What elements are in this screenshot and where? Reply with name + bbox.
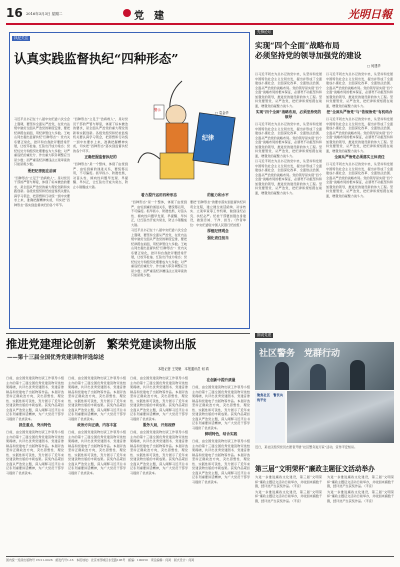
bottom-column-2: [68, 376, 126, 552]
article-column-1: [14, 117, 70, 325]
bottom-subhead-3: 服务大局，开拓视野: [142, 423, 176, 427]
bottom-col-3-text: 日前，由全国党建读物出版工作领导小组主办的第十三届全国优秀党建读物评选结果揭晓，共评出优秀党建图书、党建音像制品和党建电子出版物等作品。本届评选坚持正确政治方向，突出思想性、理论性、实践性和可读性，充分展示了近年来党建读物出版的丰硕成果。获奖作品紧扣全面从严治党主题，深入阐释习近平总书记系列重要讲话精神，为广大党员干部学习提供了优质读本。: [130, 376, 188, 421]
right-col-2-text-3: 以习近平同志为总书记的党中央，从坚持和发展中国特色社会主义全局出发，提出并形成了全面建成小康社会、全面深化改革、全面依法治国、全面从严治党的战略布局。党的领导是实现“四个全面”战略布局的根本保证，必须毫不动摇坚持和加强党的领导，推进党的建设新的伟大工程。坚持党要管党、从严治党，把纪律和规矩挺在前面，增强党的凝聚力战斗力。: [326, 162, 393, 198]
date-line: 2016年3月3日 星期二: [26, 12, 63, 16]
photo-body-text-2: 为进一步推进廉政文化建设，第三届“文明荣杯”廉政主题征文活动日前举办，共收到来稿数千篇，经评选产生获奖作品。（平宣）: [255, 489, 322, 503]
column-2-text: “四种形态”立足于“治病救人”，是对党员干部的严管与厚爱，体现了标本兼治的要求，是全面从严治党的重大理论创新和实践创新。各级党组织和纪检监察机关要认真学习领会，把思想和行动统一到中央要求上来，准确把握精神实质，切实把“四种形态”落实到监督执纪的各个环节。: [73, 117, 128, 153]
photo-person-3: [350, 360, 365, 390]
photo-caption: 近日，某社区组织党员志愿者开展“社区警务进万家”活动，宣传平安知识。: [255, 445, 358, 449]
right-col-1-text: 以习近平同志为总书记的党中央，从坚持和发展中国特色社会主义全局出发，提出并形成了全面建成小康社会、全面深化改革、全面依法治国、全面从严治党的战略布局。党的领导是实现“四个全面”战略布局的根本保证，必须毫不动摇坚持和加强党的领导，推进党的建设新的伟大工程。坚持党要管党、从严治党，把纪律和规矩挺在前面，增强党的凝聚力战斗力。: [255, 72, 322, 108]
right-article: [255, 30, 395, 329]
photo-person-2: [310, 364, 326, 390]
bottom-col-1-text-2: 日前，由全国党建读物出版工作领导小组主办的第十三届全国优秀党建读物评选结果揭晓，共评出优秀党建图书、党建音像制品和党建电子出版物等作品。本届评选坚持正确政治方向，突出思想性、理论性、实践性和可读性，充分展示了近年来党建读物出版的丰硕成果。获奖作品紧扣全面从严治党主题，深入阐释习近平总书记系列重要讲话精神，为广大党员干部学习提供了优质读本。: [6, 430, 64, 475]
bottom-col-2-text-2: 日前，由全国党建读物出版工作领导小组主办的第十三届全国优秀党建读物评选结果揭晓，共评出优秀党建图书、党建音像制品和党建电子出版物等作品。本届评选坚持正确政治方向，突出思想性、理论性、实践性和可读性，充分展示了近年来党建读物出版的丰硕成果。获奖作品紧扣全面从严治党主题，深入阐释习近平总书记系列重要讲话精神，为广大党员干部学习提供了优质读本。: [68, 430, 126, 475]
photo-section-body-1: [255, 475, 322, 553]
photo-banner-text: 社区警务 党群行动: [259, 349, 341, 359]
subhead-2: 正确把握监督执纪的: [84, 155, 117, 159]
bottom-col-1-text: 日前，由全国党建读物出版工作领导小组主办的第十三届全国优秀党建读物评选结果揭晓，共评出优秀党建图书、党建音像制品和党建电子出版物等作品。本届评选坚持正确政治方向，突出思想性、理论性、实践性和可读性，充分展示了近年来党建读物出版的丰硕成果。获奖作品紧扣全面从严治党主题，深入阐释习近平总书记系列重要讲话精神，为广大党员干部学习提供了优质读本。: [6, 376, 64, 421]
photo-section-body-2: [327, 475, 394, 553]
bottom-subhead-4: 在创新中提升质量: [206, 378, 236, 382]
cartoon-label-discipline: 纪律: [202, 135, 215, 142]
right-col-2-text-2: 以习近平同志为总书记的党中央，从坚持和发展中国特色社会主义全局出发，提出并形成了全面建成小康社会、全面深化改革、全面依法治国、全面从严治党的战略布局。党的领导是实现“四个全面”战略布局的根本保证，必须毫不动摇坚持和加强党的领导，推进党的建设新的伟大工程。坚持党要管党、从严治党，把纪律和规矩挺在前面，增强党的凝聚力战斗力。: [326, 117, 393, 153]
right-article-tag: 先锋论坛: [257, 30, 272, 34]
photo-section: [255, 333, 395, 554]
section-title: 党 建: [134, 11, 164, 22]
subhead-1: 要把纪律挺在前面: [27, 168, 57, 173]
footer-rule: [6, 556, 394, 557]
article-tag: 执纪关注: [14, 36, 29, 40]
page-number: 16: [6, 6, 23, 20]
main-article: [9, 32, 250, 329]
right-article-title-2: 必须坚持党的领导加强党的建设: [255, 51, 362, 60]
bottom-subhead-2: 政治方向正确，内容丰富: [77, 423, 117, 427]
news-photo: [255, 342, 394, 390]
column-3-text: “四种形态”是一个整体，体现了由宽到严、由轻到重的递进关系，要统筹运用，不可偏废。抓早抓小、防微杜渐，对苗头性、倾向性问题早发现、早提醒、早纠正，让红脸出汗成为常态，防止小错酿成大错。: [131, 200, 187, 227]
subhead-4: 的能力和水平: [207, 193, 229, 197]
photo-side-caption-text: 聚焦社区 警民共筑平安: [257, 393, 283, 402]
right-article-byline: □ 何建华: [367, 64, 381, 68]
photo-body-text-3: 为进一步推进廉政文化建设，第三届“文明荣杯”廉政主题征文活动日前举办，共收到来稿数千篇，经评选产生获奖作品。（平宣）: [327, 475, 394, 488]
article-title: 认真实践监督执纪“四种形态”: [14, 51, 179, 66]
photo-section-title: 第三届“文明荣杯”廉政主题征文活动举办: [255, 465, 375, 473]
article-column-4: [190, 191, 246, 325]
bottom-article-byline: 本报记者 王昊魁 本报通讯员 何 鸿: [158, 367, 209, 371]
subhead-6: 强化责任担当: [207, 236, 229, 240]
article-column-3: [131, 191, 187, 325]
cartoon-illustration: [130, 75, 245, 187]
right-col-1-text-2: 以习近平同志为总书记的党中央，从坚持和发展中国特色社会主义全局出发，提出并形成了全面建成小康社会、全面深化改革、全面依法治国、全面从严治党的战略布局。党的领导是实现“四个全面”战略布局的根本保证，必须毫不动摇坚持和加强党的领导，推进党的建设新的伟大工程。坚持党要管党、从严治党，把纪律和规矩挺在前面，增强党的凝聚力战斗力。: [255, 122, 322, 158]
masthead: 光明日報: [348, 8, 392, 21]
photo-section-tag: 图说党建: [257, 333, 272, 337]
bottom-article: [6, 336, 250, 554]
bottom-col-4-text: 日前，由全国党建读物出版工作领导小组主办的第十三届全国优秀党建读物评选结果揭晓，共评出优秀党建图书、党建音像制品和党建电子出版物等作品。本届评选坚持正确政治方向，突出思想性、理论性、实践性和可读性，充分展示了近年来党建读物出版的丰硕成果。获奖作品紧扣全面从严治党主题，深入阐释习近平总书记系列重要讲话精神，为广大党员干部学习提供了优质读本。: [192, 385, 250, 430]
subhead-3: 着力提升运用四种形态: [141, 193, 177, 197]
column-4-text: 要把“四种形态”的要求落实到监督执纪问责全过程，建立健全谈话函询、初步核实、立案审查等工作机制，做到违纪必究、执纪必严。纪检干部要加强自身建设，做到忠诚、干净、担当。（作者单位：中央纪委驻中国人民银行纪检组）: [190, 200, 246, 227]
bottom-article-subtitle: ——第十三届全国优秀党建读物评选综述: [7, 355, 105, 361]
section-divider: [6, 333, 250, 334]
column-1-text-cont: “四种形态”立足于“治病救人”，是对党员干部的严管与厚爱，体现了标本兼治的要求，是全面从严治党的重大理论创新和实践创新。各级党组织和纪检监察机关要认真学习领会，把思想和行动统一到中央要求上来，准确把握精神实质，切实把“四种形态”落实到监督执纪的各个环节。: [14, 175, 70, 207]
photo-side-caption: [255, 391, 285, 443]
bottom-column-4: [192, 376, 250, 552]
bottom-col-3-text-2: 日前，由全国党建读物出版工作领导小组主办的第十三届全国优秀党建读物评选结果揭晓，共评出优秀党建图书、党建音像制品和党建电子出版物等作品。本届评选坚持正确政治方向，突出思想性、理论性、实践性和可读性，充分展示了近年来党建读物出版的丰硕成果。获奖作品紧扣全面从严治党主题，深入阐释习近平总书记系列重要讲话精神，为广大党员干部学习提供了优质读本。: [130, 430, 188, 475]
right-col-2-text: 以习近平同志为总书记的党中央，从坚持和发展中国特色社会主义全局出发，提出并形成了全面建成小康社会、全面深化改革、全面依法治国、全面从严治党的战略布局。党的领导是实现“四个全面”战略布局的根本保证，必须毫不动摇坚持和加强党的领导，推进党的建设新的伟大工程。坚持党要管党、从严治党，把纪律和规矩挺在前面，增强党的凝聚力战斗力。: [326, 72, 393, 108]
photo-body-text-1: 为进一步推进廉政文化建设，第三届“文明荣杯”廉政主题征文活动日前举办，共收到来稿数千篇，经评选产生获奖作品。（平宣）: [255, 475, 322, 488]
right-subhead-2: 把“全面从严治党”与“依规治党”有机结合: [326, 110, 393, 114]
right-column-1: [255, 72, 322, 326]
second-photo: [287, 391, 394, 443]
column-1-text: 习近平总书记在十八届中央纪委六次全会上强调，要坚持全面从严治党，在党内法规中做好全面从严治党的制度安排，要把纪律挺在前面，用纪律管住大多数。王岐山同志提出监督执纪“四种形态”：党内关系要正常化，批评和自我批评要经常开展，让咬耳扯袖、红脸出汗成为常态；党纪轻处分和组织处理要成为大多数；对严重违纪的重处分、作出重大职务调整应当是少数；而严重违纪涉嫌违法立案审查的只能是极少数。: [14, 117, 70, 166]
article-column-2: [73, 117, 128, 325]
right-column-2: [326, 72, 393, 326]
column-3-text-cont: 习近平总书记在十八届中央纪委六次全会上强调，要坚持全面从严治党，在党内法规中做好全面从严治党的制度安排，要把纪律挺在前面，用纪律管住大多数。王岐山同志提出监督执纪“四种形态”：党内关系要正常化，批评和自我批评要经常开展，让咬耳扯袖、红脸出汗成为常态；党纪轻处分和组织处理要成为大多数；对严重违纪的重处分、作出重大职务调整应当是少数；而严重违纪涉嫌违法立案审查的只能是极少数。: [131, 228, 187, 278]
page-header: [6, 6, 394, 22]
photo-person-1: [275, 362, 289, 390]
right-article-title-1: 实现“四个全面”战略布局: [255, 41, 340, 50]
bottom-column-1: [6, 376, 64, 552]
cartoon-label-warning: 警示: [154, 108, 161, 112]
bottom-subhead-5: 鲜明特色，结合实践: [204, 432, 238, 436]
photo-body-text-4: 为进一步推进廉政文化建设，第三届“文明荣杯”廉政主题征文活动日前举办，共收到来稿数千篇，经评选产生获奖作品。（平宣）: [327, 489, 394, 503]
article-byline: □ 袁金华: [215, 111, 229, 115]
party-emblem-icon: [123, 9, 131, 17]
right-subhead-1: 实现“四个全面”战略布局，必须坚持党的领导: [255, 110, 322, 119]
subhead-5: 厚植纪律观念: [207, 229, 229, 233]
column-2-text-cont: “四种形态”是一个整体，体现了由宽到严、由轻到重的递进关系，要统筹运用，不可偏废。抓早抓小、防微杜渐，对苗头性、倾向性问题早发现、早提醒、早纠正，让红脸出汗成为常态，防止小错酿成大错。: [73, 162, 128, 189]
bottom-col-4-text-2: 日前，由全国党建读物出版工作领导小组主办的第十三届全国优秀党建读物评选结果揭晓，共评出优秀党建图书、党建音像制品和党建电子出版物等作品。本届评选坚持正确政治方向，突出思想性、理论性、实践性和可读性，充分展示了近年来党建读物出版的丰硕成果。获奖作品紧扣全面从严治党主题，深入阐释习近平总书记系列重要讲话精神，为广大党员干部学习提供了优质读本。: [192, 439, 250, 484]
bottom-subhead-1: 抓住重点，突出特色: [18, 423, 52, 427]
cartoon-svg: [130, 75, 245, 187]
right-subhead-3: 全面从严治党必须落实主体责任: [334, 155, 385, 159]
bottom-col-2-text: 日前，由全国党建读物出版工作领导小组主办的第十三届全国优秀党建读物评选结果揭晓，共评出优秀党建图书、党建音像制品和党建电子出版物等作品。本届评选坚持正确政治方向，突出思想性、理论性、实践性和可读性，充分展示了近年来党建读物出版的丰硕成果。获奖作品紧扣全面从严治党主题，深入阐释习近平总书记系列重要讲话精神，为广大党员干部学习提供了优质读本。: [68, 376, 126, 421]
header-rule: [6, 23, 394, 25]
footer-text: 国内统一连续出版物号 CN11-0026 邮发代号1-16 本报地址：北京市西城区永安路106号 邮编：100050 责任编辑：何鸿 版式设计：何鸿: [6, 558, 195, 562]
bottom-column-3: [130, 376, 188, 552]
bottom-article-title: 推进党建理论创新 繁荣党建读物出版: [6, 337, 197, 351]
right-col-1-text-3: 以习近平同志为总书记的党中央，从坚持和发展中国特色社会主义全局出发，提出并形成了全面建成小康社会、全面深化改革、全面依法治国、全面从严治党的战略布局。党的领导是实现“四个全面”战略布局的根本保证，必须毫不动摇坚持和加强党的领导，推进党的建设新的伟大工程。坚持党要管党、从严治党，把纪律和规矩挺在前面，增强党的凝聚力战斗力。: [255, 159, 322, 195]
